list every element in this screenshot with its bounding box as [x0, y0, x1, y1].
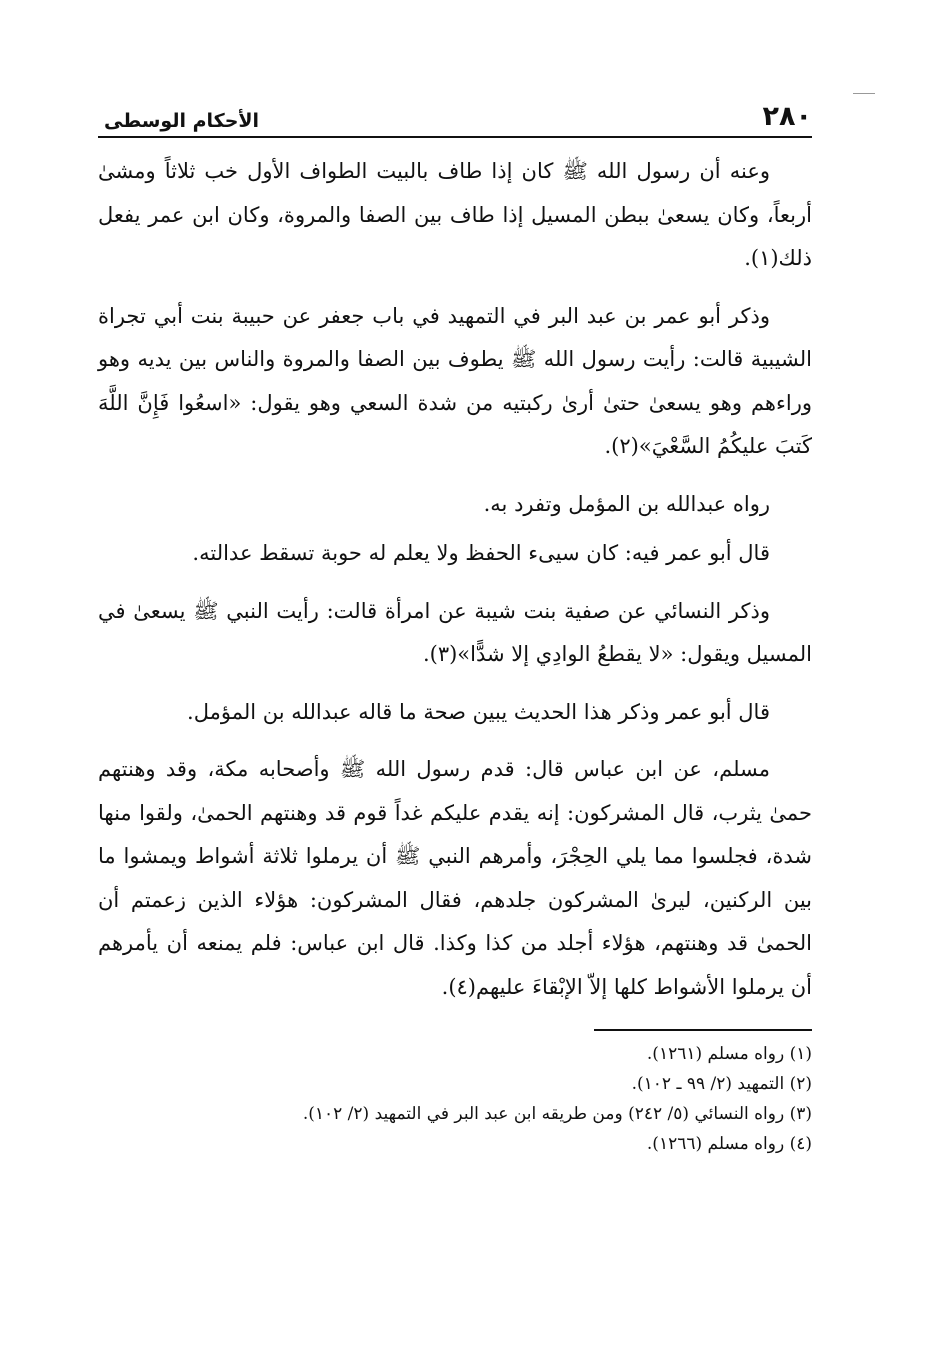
footnote-2: (٢) التمهيد (٢/ ٩٩ ـ ١٠٢).	[631, 1074, 812, 1094]
footnote-separator	[302, 1029, 812, 1159]
page-header	[98, 96, 812, 138]
book-page	[98, 96, 812, 1159]
footnote-3: (٣) رواه النسائي (٥/ ٢٤٢) ومن طريقه ابن عبد البر في التمهيد (٢/ ١٠٢).	[302, 1104, 812, 1124]
page-edge-mark	[853, 93, 875, 94]
paragraph-5: وذكر النسائي عن صفية بنت شيبة عن امرأة قالت: رأيت النبي ﷺ يسعىٰ في المسيل ويقول: «لا يقطعُ الوادِي إلا شدًّا»(٣).	[98, 598, 812, 666]
page-number: ٢٨٠	[762, 101, 812, 132]
paragraph-3: رواه عبدالله بن المؤمل وتفرد به.	[483, 491, 770, 516]
paragraph-6: قال أبو عمر وذكر هذا الحديث يبين صحة ما قاله عبدالله بن المؤمل.	[187, 699, 770, 724]
footnote-4: (٤) رواه مسلم (١٢٦٦).	[646, 1134, 812, 1154]
footnotes-list	[302, 1039, 812, 1159]
paragraph-4: قال أبو عمر فيه: كان سيىء الحفظ ولا يعلم له حوبة تسقط عدالته.	[192, 541, 770, 565]
main-text	[98, 150, 812, 1009]
paragraph-7: مسلم، عن ابن عباس قال: قدم رسول الله ﷺ وأصحابه مكة، وقد وهنتهم حمىٰ يثرب، قال المشركون: إنه يقدم عليكم غداً قوم قد وهنتهم الحمىٰ، ولقوا منها شدة، فجلسوا مما يلي الحِجْرَ، وأمرهم النبي ﷺ أن يرملوا ثلاثة أشواط ويمشوا ما بين الركنين، ليرىٰ المشركون جلدهم، فقال المشركون: هؤلاء الذين زعمتم أن الحمىٰ قد وهنتهم، هؤلاء أجلد من كذا وكذا. قال ابن عباس: فلم يمنعه أن يأمرهم أن يرملوا الأشواط كلها إلاّ الإبْقاءَ عليهم(٤).	[98, 757, 812, 999]
running-title: الأحكام الوسطى	[104, 110, 260, 132]
paragraph-2: وذكر أبو عمر بن عبد البر في التمهيد في باب جعفر عن حبيبة بنت أبي تجراة الشيبية قالت: رأيت رسول الله ﷺ يطوف بين الصفا والمروة والناس بين يديه وهو وراءهم وهو يسعىٰ حتىٰ أرىٰ ركبتيه من شدة السعي وهو يقول: «اسعُوا فَإِنَّ اللَّهَ كَتبَ عليكُمُ السَّعْيَ»(٢).	[98, 303, 812, 458]
footnote-1: (١) رواه مسلم (١٢٦١).	[646, 1044, 812, 1064]
paragraph-1: وعنه أن رسول الله ﷺ كان إذا طاف بالبيت الطواف الأول خب ثلاثاً ومشىٰ أربعاً، وكان يسعىٰ ببطن المسيل إذا طاف بين الصفا والمروة، وكان ابن عمر يفعل ذلك(١).	[98, 159, 812, 270]
